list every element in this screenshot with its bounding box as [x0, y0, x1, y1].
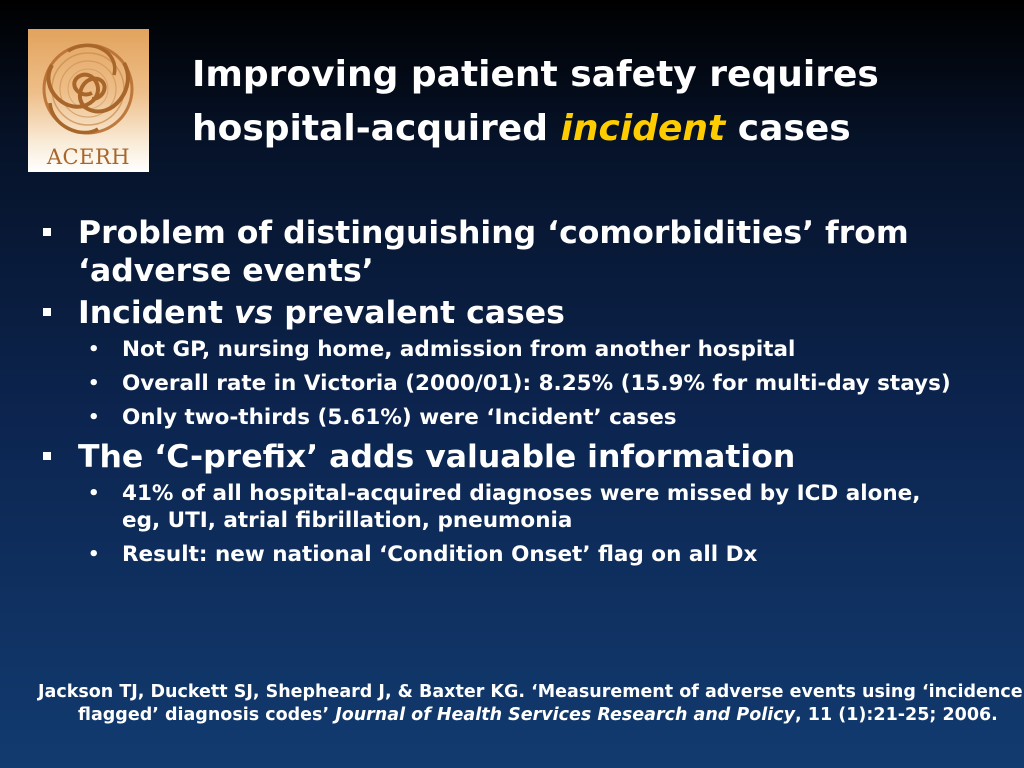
bullet-item	[0, 214, 1024, 290]
title-line-1: Improving patient safety requires	[192, 54, 879, 95]
title-highlight: incident	[560, 108, 726, 149]
bullet-text-after: prevalent cases	[284, 295, 565, 331]
title-line-2	[192, 102, 992, 156]
sub-bullet-text: Overall rate in Victoria (2000/01): 8.25% (15.9% for multi-day stays)	[122, 371, 951, 396]
bullet-text: Problem of distinguishing ‘comorbidities’ from ‘adverse events’	[78, 215, 909, 289]
sub-bullet-item	[0, 480, 1024, 534]
dot-bullet-icon: •	[88, 339, 100, 360]
dot-bullet-icon: •	[88, 373, 100, 394]
square-bullet-icon	[43, 228, 51, 236]
square-bullet-icon	[43, 452, 51, 460]
sub-bullet-item	[0, 370, 1024, 397]
bullet-text-before: Incident	[78, 295, 224, 331]
reference-details: , 11 (1):21-25; 2006.	[795, 705, 998, 725]
bullet-text-italic: vs	[233, 295, 274, 331]
logo-text: ACERH	[46, 145, 131, 169]
dot-bullet-icon: •	[88, 483, 100, 504]
sub-bullet-text: 41% of all hospital-acquired diagnoses were missed by ICD alone, eg, UTI, atrial fibrillation, pneumonia	[122, 481, 921, 533]
sub-bullet-text: Result: new national ‘Condition Onset’ flag on all Dx	[122, 542, 758, 567]
bullet-item	[0, 294, 1024, 332]
bullet-list	[0, 214, 1024, 575]
sub-bullet-text: Only two-thirds (5.61%) were ‘Incident’ cases	[122, 405, 677, 430]
slide-title	[192, 48, 992, 156]
reference-citation	[38, 681, 1024, 727]
sub-bullet-item	[0, 404, 1024, 431]
title-line-2-after: cases	[737, 108, 851, 149]
reference-journal: Journal of Health Services Research and Policy	[335, 705, 796, 725]
reference-authors: Jackson TJ, Duckett SJ, Shepheard J, & Baxter KG. ‘Measurement of adverse events using ‘incidence flagged’ diagnosis codes’	[38, 682, 1023, 725]
sub-bullet-item	[0, 541, 1024, 568]
sub-bullet-item	[0, 336, 1024, 363]
dot-bullet-icon: •	[88, 544, 100, 565]
square-bullet-icon	[43, 308, 51, 316]
dot-bullet-icon: •	[88, 407, 100, 428]
sub-bullet-text: Not GP, nursing home, admission from another hospital	[122, 337, 796, 362]
bullet-item	[0, 438, 1024, 476]
title-line-2-before: hospital-acquired	[192, 108, 548, 149]
bullet-text: The ‘C-prefix’ adds valuable information	[78, 439, 796, 475]
acerh-logo	[28, 29, 149, 172]
